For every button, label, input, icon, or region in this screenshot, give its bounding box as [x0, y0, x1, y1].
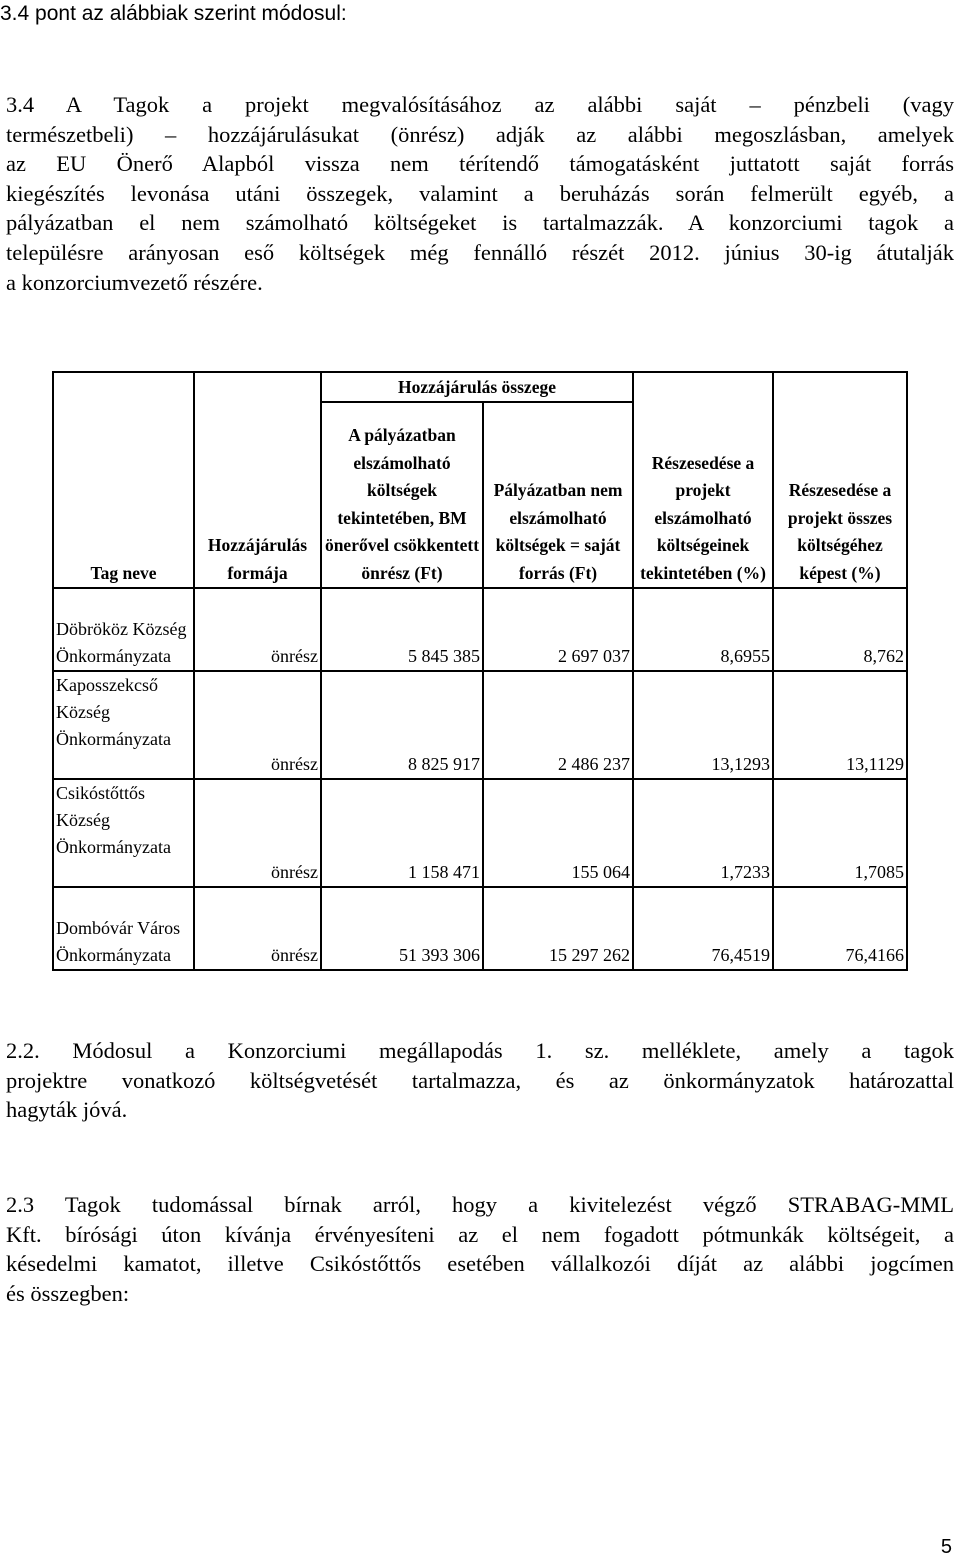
page-number: 5	[940, 1536, 952, 1558]
header-nem-elszamolhato: Pályázatban nem elszámolható költségek = saját forrás (Ft)	[483, 402, 633, 588]
cell-reszesedes-2: 76,4166	[773, 887, 907, 970]
cell-nem-elszamolhato: 155 064	[483, 779, 633, 887]
header-elszamolhato: A pályázatban elszámolható költségek tekintetében, BM önerővel csökkentett önrész (Ft)	[321, 402, 483, 588]
cell-name: Dombóvár Város Önkormányzata	[53, 887, 194, 970]
text-line: 2.2. Módosul a Konzorciumi megállapodás 1. sz. melléklete, amely a tagok	[6, 1038, 954, 1063]
cell-name: Döbrököz Község Önkormányzata	[53, 588, 194, 671]
text-line: településre arányosan eső költségek még fennálló részét 2012. június 30-ig átutalják	[6, 239, 954, 265]
paragraph-3-4	[6, 90, 954, 297]
text-line: késedelmi kamatot, illetve Csikóstőttős esetében vállalkozói díját az alábbi jogcímen	[6, 1251, 954, 1277]
table-row	[53, 588, 907, 671]
cell-reszesedes-1: 1,7233	[633, 779, 773, 887]
paragraph-2-3	[6, 1190, 954, 1308]
header-reszesedes-osszes: Részesedése a projekt összes költségéhez képest (%)	[773, 372, 907, 588]
cell-forma: önrész	[194, 887, 321, 970]
cell-elszamolhato: 8 825 917	[321, 671, 483, 779]
text-line: kiegészítés levonása utáni összegek, valamint a beruházás során felmerült egyéb, a	[6, 180, 954, 206]
cell-elszamolhato: 5 845 385	[321, 588, 483, 671]
header-forma: Hozzájárulás formája	[194, 372, 321, 588]
text-line: 2.3 Tagok tudomással bírnak arról, hogy a kivitelezést végző STRABAG-MML	[6, 1192, 954, 1217]
text-line: és összegben:	[6, 1280, 130, 1306]
cell-nem-elszamolhato: 2 697 037	[483, 588, 633, 671]
cell-reszesedes-2: 8,762	[773, 588, 907, 671]
cell-reszesedes-1: 8,6955	[633, 588, 773, 671]
text-line: a konzorciumvezető részére.	[6, 269, 263, 295]
text-line: projektre vonatkozó költségvetését tartalmazza, és az önkormányzatok határozattal	[6, 1067, 954, 1093]
table-row	[53, 887, 907, 970]
cell-forma: önrész	[194, 588, 321, 671]
text-line: az EU Önerő Alapból vissza nem térítendő támogatásként juttatott saját forrás	[6, 151, 954, 177]
cell-name: Csikóstőttős Község Önkormányzata	[53, 779, 194, 887]
text-line: pályázatban el nem számolható költségeket is tartalmazzák. A konzorciumi tagok a	[6, 210, 954, 236]
text-line: hagyták jóvá.	[6, 1097, 128, 1123]
text-line: természetbeli) – hozzájárulásukat (önrész) adják az alábbi megoszlásban, amelyek	[6, 121, 954, 147]
text-line: Kft. bírósági úton kívánja érvényesíteni az el nem fogadott pótmunkák költségeit, a	[6, 1221, 954, 1247]
header-group-osszeg: Hozzájárulás összege	[321, 372, 633, 402]
table-row	[53, 779, 907, 887]
cell-name: Kaposszekcső Község Önkormányzata	[53, 671, 194, 779]
header-reszesedes-elszamolhato: Részesedése a projekt elszámolható költségeinek tekintetében (%)	[633, 372, 773, 588]
contribution-table	[52, 371, 908, 971]
text-line: 3.4 A Tagok a projekt megvalósításához az alábbi saját – pénzbeli (vagy	[6, 92, 954, 117]
cell-reszesedes-1: 76,4519	[633, 887, 773, 970]
cell-forma: önrész	[194, 671, 321, 779]
paragraph-2-2	[6, 1036, 954, 1125]
cell-reszesedes-2: 13,1129	[773, 671, 907, 779]
cell-forma: önrész	[194, 779, 321, 887]
cell-elszamolhato: 1 158 471	[321, 779, 483, 887]
cell-reszesedes-1: 13,1293	[633, 671, 773, 779]
header-tag-neve: Tag neve	[53, 372, 194, 588]
cell-nem-elszamolhato: 2 486 237	[483, 671, 633, 779]
cell-nem-elszamolhato: 15 297 262	[483, 887, 633, 970]
cell-reszesedes-2: 1,7085	[773, 779, 907, 887]
table-row	[53, 671, 907, 779]
cell-elszamolhato: 51 393 306	[321, 887, 483, 970]
section-heading: 3.4 pont az alábbiak szerint módosul:	[0, 2, 347, 25]
